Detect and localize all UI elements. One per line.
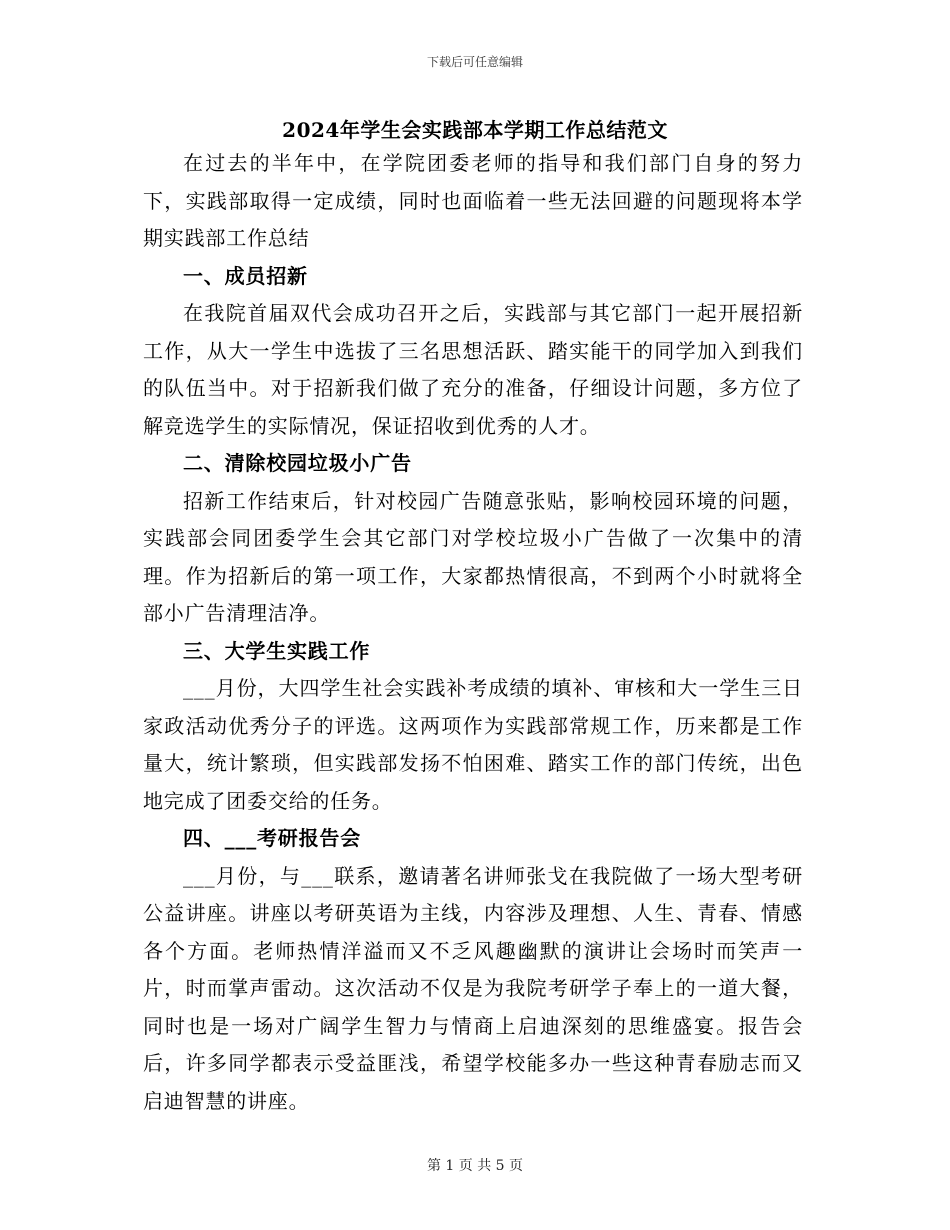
section-paragraph: ___月份，大四学生社会实践补考成绩的填补、审核和大一学生三日家政活动优秀分子的评选。这两项作为实践部常规工作，历来都是工作量大，统计繁琐，但实践部发扬不怕困难、踏实工作的部门传统，出色地完成了团委交给的任务。 bbox=[143, 676, 803, 813]
section-heading: 四、___考研报告会 bbox=[183, 826, 361, 850]
section-heading: 一、成员招新 bbox=[183, 263, 308, 288]
document-title: 2024年学生会实践部本学期工作总结范文 bbox=[282, 118, 668, 142]
document-body bbox=[143, 145, 803, 1120]
section-paragraph: 在我院首届双代会成功召开之后，实践部与其它部门一起开展招新工作，从大一学生中选拔了三名思想活跃、踏实能干的同学加入到我们的队伍当中。对于招新我们做了充分的准备，仔细设计问题，多方位了解竞选学生的实际情况，保证招收到优秀的人才。 bbox=[143, 301, 803, 438]
section-paragraph: 招新工作结束后，针对校园广告随意张贴，影响校园环境的问题，实践部会同团委学生会其它部门对学校垃圾小广告做了一次集中的清理。作为招新后的第一项工作，大家都热情很高，不到两个小时就将全部小广告清理洁净。 bbox=[143, 488, 803, 625]
section-paragraph: ___月份，与___联系，邀请著名讲师张戈在我院做了一场大型考研公益讲座。讲座以考研英语为主线，内容涉及理想、人生、青春、情感各个方面。老师热情洋溢而又不乏风趣幽默的演讲让会场时而笑声一片，时而掌声雷动。这次活动不仅是为我院考研学子奉上的一道大餐，同时也是一场对广阔学生智力与情商上启迪深刻的思维盛宴。报告会后，许多同学都表示受益匪浅，希望学校能多办一些这种青春励志而又启迪智慧的讲座。 bbox=[143, 863, 803, 1113]
page-header-note: 下载后可任意编辑 bbox=[426, 55, 523, 69]
page-number-footer: 第 1 页 共 5 页 bbox=[426, 1158, 524, 1174]
section-heading: 三、大学生实践工作 bbox=[183, 638, 371, 663]
section-heading: 二、清除校园垃圾小广告 bbox=[183, 451, 412, 475]
intro-paragraph: 在过去的半年中，在学院团委老师的指导和我们部门自身的努力下，实践部取得一定成绩，同时也面临着一些无法回避的问题现将本学期实践部工作总结 bbox=[143, 151, 803, 250]
